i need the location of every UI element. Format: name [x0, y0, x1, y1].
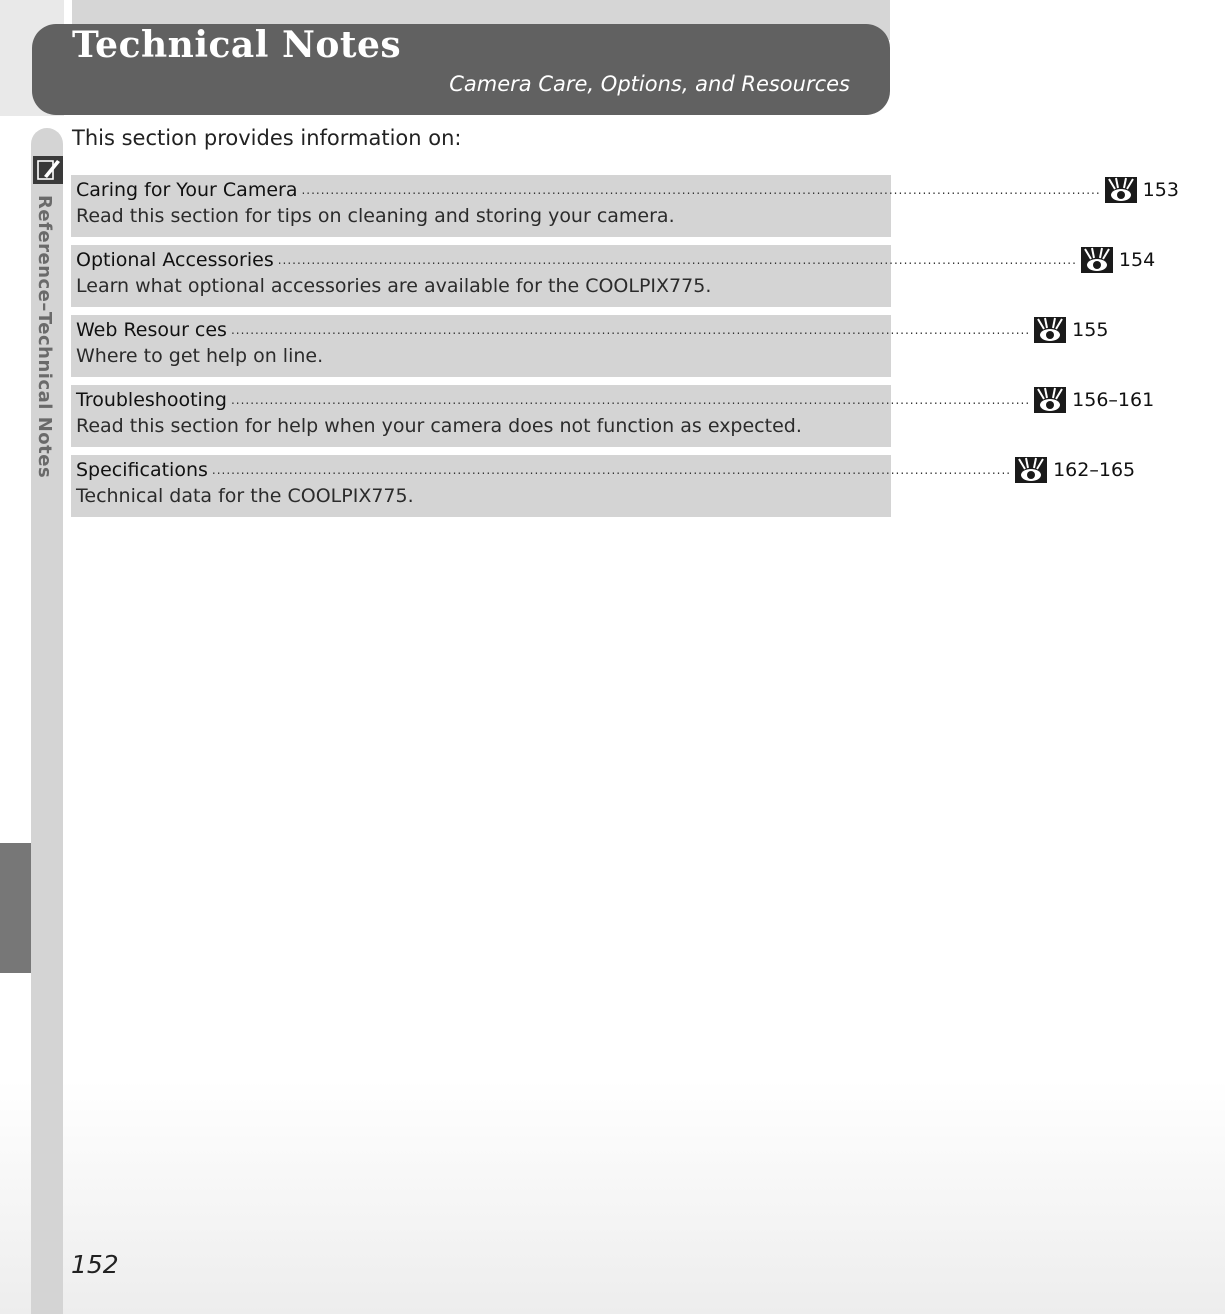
page-reference-icon — [1034, 387, 1066, 413]
entry-title[interactable]: Caring for Your Camera — [76, 179, 298, 201]
list-item[interactable] — [71, 455, 1136, 517]
contents-list — [71, 175, 1179, 525]
page-reference-icon — [1034, 317, 1066, 343]
page-reference-icon — [1015, 457, 1047, 483]
page-title: Technical Notes — [72, 24, 402, 66]
entry-title-row — [76, 387, 1155, 413]
leader-dots: ...................................................................................................................................................................... — [211, 463, 1012, 477]
page-reference[interactable]: 153 — [1142, 179, 1179, 201]
page-reference[interactable]: 156–161 — [1072, 389, 1155, 411]
entry-title[interactable]: Web Resour ces — [76, 319, 227, 341]
list-item[interactable] — [71, 245, 1156, 307]
entry-title-row — [76, 457, 1136, 483]
sidebar-section-label: Reference–Technical Notes — [34, 195, 55, 479]
entry-title[interactable]: Troubleshooting — [76, 389, 227, 411]
entry-description: Read this section for help when your camera does not function as expected. — [76, 415, 802, 437]
leader-dots: ...................................................................................................................................................................... — [230, 393, 1031, 407]
pen-note-icon — [33, 156, 63, 184]
page-reference-icon — [1081, 247, 1113, 273]
entry-description: Where to get help on line. — [76, 345, 324, 367]
entry-description: Technical data for the COOLPIX775. — [76, 485, 414, 507]
entry-title-row — [76, 247, 1156, 273]
leader-dots: ...................................................................................................................................................................... — [301, 183, 1101, 197]
list-item[interactable] — [71, 175, 1179, 237]
page-reference[interactable]: 155 — [1072, 319, 1109, 341]
leader-dots: ...................................................................................................................................................................... — [277, 253, 1077, 267]
entry-title-row — [76, 177, 1179, 203]
page-number: 152 — [71, 1250, 119, 1279]
entry-title[interactable]: Specifications — [76, 459, 208, 481]
entry-title[interactable]: Optional Accessories — [76, 249, 274, 271]
entry-description: Read this section for tips on cleaning and storing your camera. — [76, 205, 675, 227]
page-header — [32, 24, 890, 115]
page-reference-icon — [1105, 177, 1137, 203]
page-reference[interactable]: 162–165 — [1053, 459, 1136, 481]
section-tab-marker — [0, 843, 31, 973]
leader-dots: ...................................................................................................................................................................... — [230, 323, 1031, 337]
page-reference[interactable]: 154 — [1118, 249, 1156, 271]
entry-title-row — [76, 317, 1109, 343]
intro-text: This section provides information on: — [72, 126, 462, 150]
page-subtitle: Camera Care, Options, and Resources — [449, 72, 850, 96]
entry-description: Learn what optional accessories are available for the COOLPIX775. — [76, 275, 712, 297]
list-item[interactable] — [71, 385, 1155, 447]
list-item[interactable] — [71, 315, 1109, 377]
